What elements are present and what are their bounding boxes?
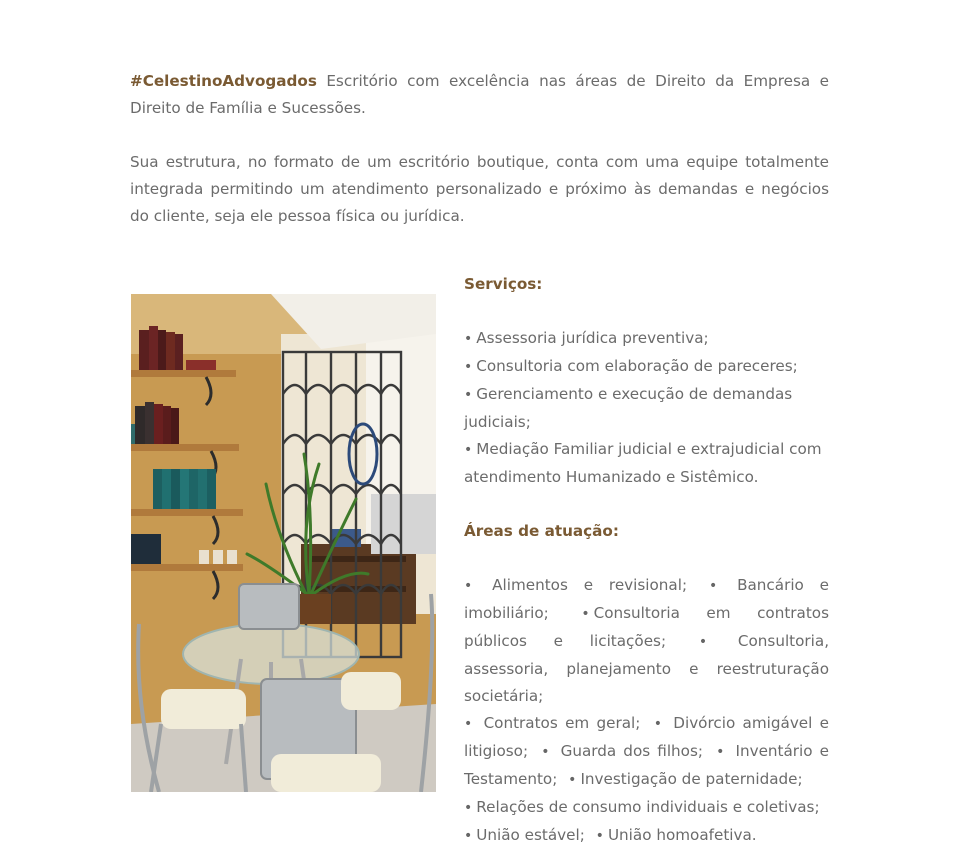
- area-item-3-label: Consultoria em contratos públicos e licitações;: [464, 604, 830, 650]
- area-item-5: [464, 714, 640, 732]
- area-item-11-label: União estável;: [476, 826, 585, 844]
- bullet-icon: •: [464, 331, 473, 347]
- bullet-icon: •: [464, 442, 473, 458]
- area-item-1: [464, 576, 687, 594]
- bullet-icon: •: [698, 634, 708, 650]
- services-item-1-label: Assessoria jurídica preventiva;: [476, 329, 709, 347]
- area-item-11: [464, 826, 585, 844]
- spacer: [464, 545, 829, 572]
- right-column: [464, 271, 829, 850]
- area-item-12-label: União homoafetiva.: [607, 826, 757, 844]
- area-item-1-label: Alimentos e revisional;: [492, 576, 688, 594]
- bullet-icon: •: [464, 716, 473, 732]
- bullet-icon: •: [541, 744, 550, 760]
- services-item-3: [464, 381, 829, 436]
- services-item-4: [464, 436, 829, 491]
- spacer: [464, 298, 829, 325]
- bullet-icon: •: [653, 716, 662, 732]
- services-item-4-label: Mediação Familiar judicial e extrajudicial com atendimento Humanizado e Sistêmico.: [464, 440, 822, 486]
- bullet-icon: •: [464, 387, 473, 403]
- bullet-icon: •: [708, 578, 718, 594]
- area-item-2-label: Bancário e imobiliário;: [464, 576, 830, 622]
- office-photo: [131, 294, 436, 792]
- area-item-7-label: Guarda dos filhos;: [560, 742, 703, 760]
- bullet-icon: •: [716, 744, 725, 760]
- area-item-9-label: Investigação de paternidade;: [580, 770, 803, 788]
- bullet-icon: •: [464, 828, 473, 844]
- area-item-10: [464, 798, 820, 816]
- intro-paragraph-1: [130, 68, 829, 122]
- area-item-12: [596, 826, 757, 844]
- areas-list: [464, 572, 829, 850]
- intro-paragraph-2: Sua estrutura, no formato de um escritório boutique, conta com uma equipe totalmente integrada permitindo um atendimento personalizado e próximo às demandas e negócios do cliente, seja ele pessoa física ou jurídica.: [130, 153, 829, 225]
- area-item-9: [568, 770, 802, 788]
- bullet-icon: •: [464, 359, 473, 375]
- bullet-icon: •: [581, 606, 590, 622]
- area-item-8-label: Inventário e Testamento;: [464, 742, 830, 788]
- hashtag-link[interactable]: #CelestinoAdvogados: [130, 72, 317, 90]
- spacer: [464, 491, 829, 518]
- bullet-icon: •: [464, 800, 473, 816]
- services-list: [464, 325, 829, 491]
- areas-heading: Áreas de atuação:: [464, 522, 619, 540]
- area-item-5-label: Contratos em geral;: [483, 714, 641, 732]
- area-item-6-label: Divórcio amigável e litigioso;: [464, 714, 830, 760]
- bullet-icon: •: [568, 772, 577, 788]
- services-item-2: [464, 353, 829, 381]
- area-item-7: [541, 742, 703, 760]
- services-item-3-label: Gerenciamento e execução de demandas judiciais;: [464, 385, 793, 431]
- services-heading: Serviços:: [464, 275, 543, 293]
- services-item-1: [464, 325, 829, 353]
- intro-section: [130, 68, 829, 230]
- bullet-icon: •: [464, 578, 473, 594]
- bullet-icon: •: [595, 828, 604, 844]
- intro-text-1: Escritório com excelência nas áreas de Direito da Empresa e Direito de Família e Sucessões.: [130, 72, 829, 117]
- services-item-2-label: Consultoria com elaboração de pareceres;: [476, 357, 798, 375]
- area-item-4-label: Consultoria, assessoria, planejamento e reestruturação societária;: [464, 632, 830, 705]
- area-item-10-label: Relações de consumo individuais e coletivas;: [476, 798, 820, 816]
